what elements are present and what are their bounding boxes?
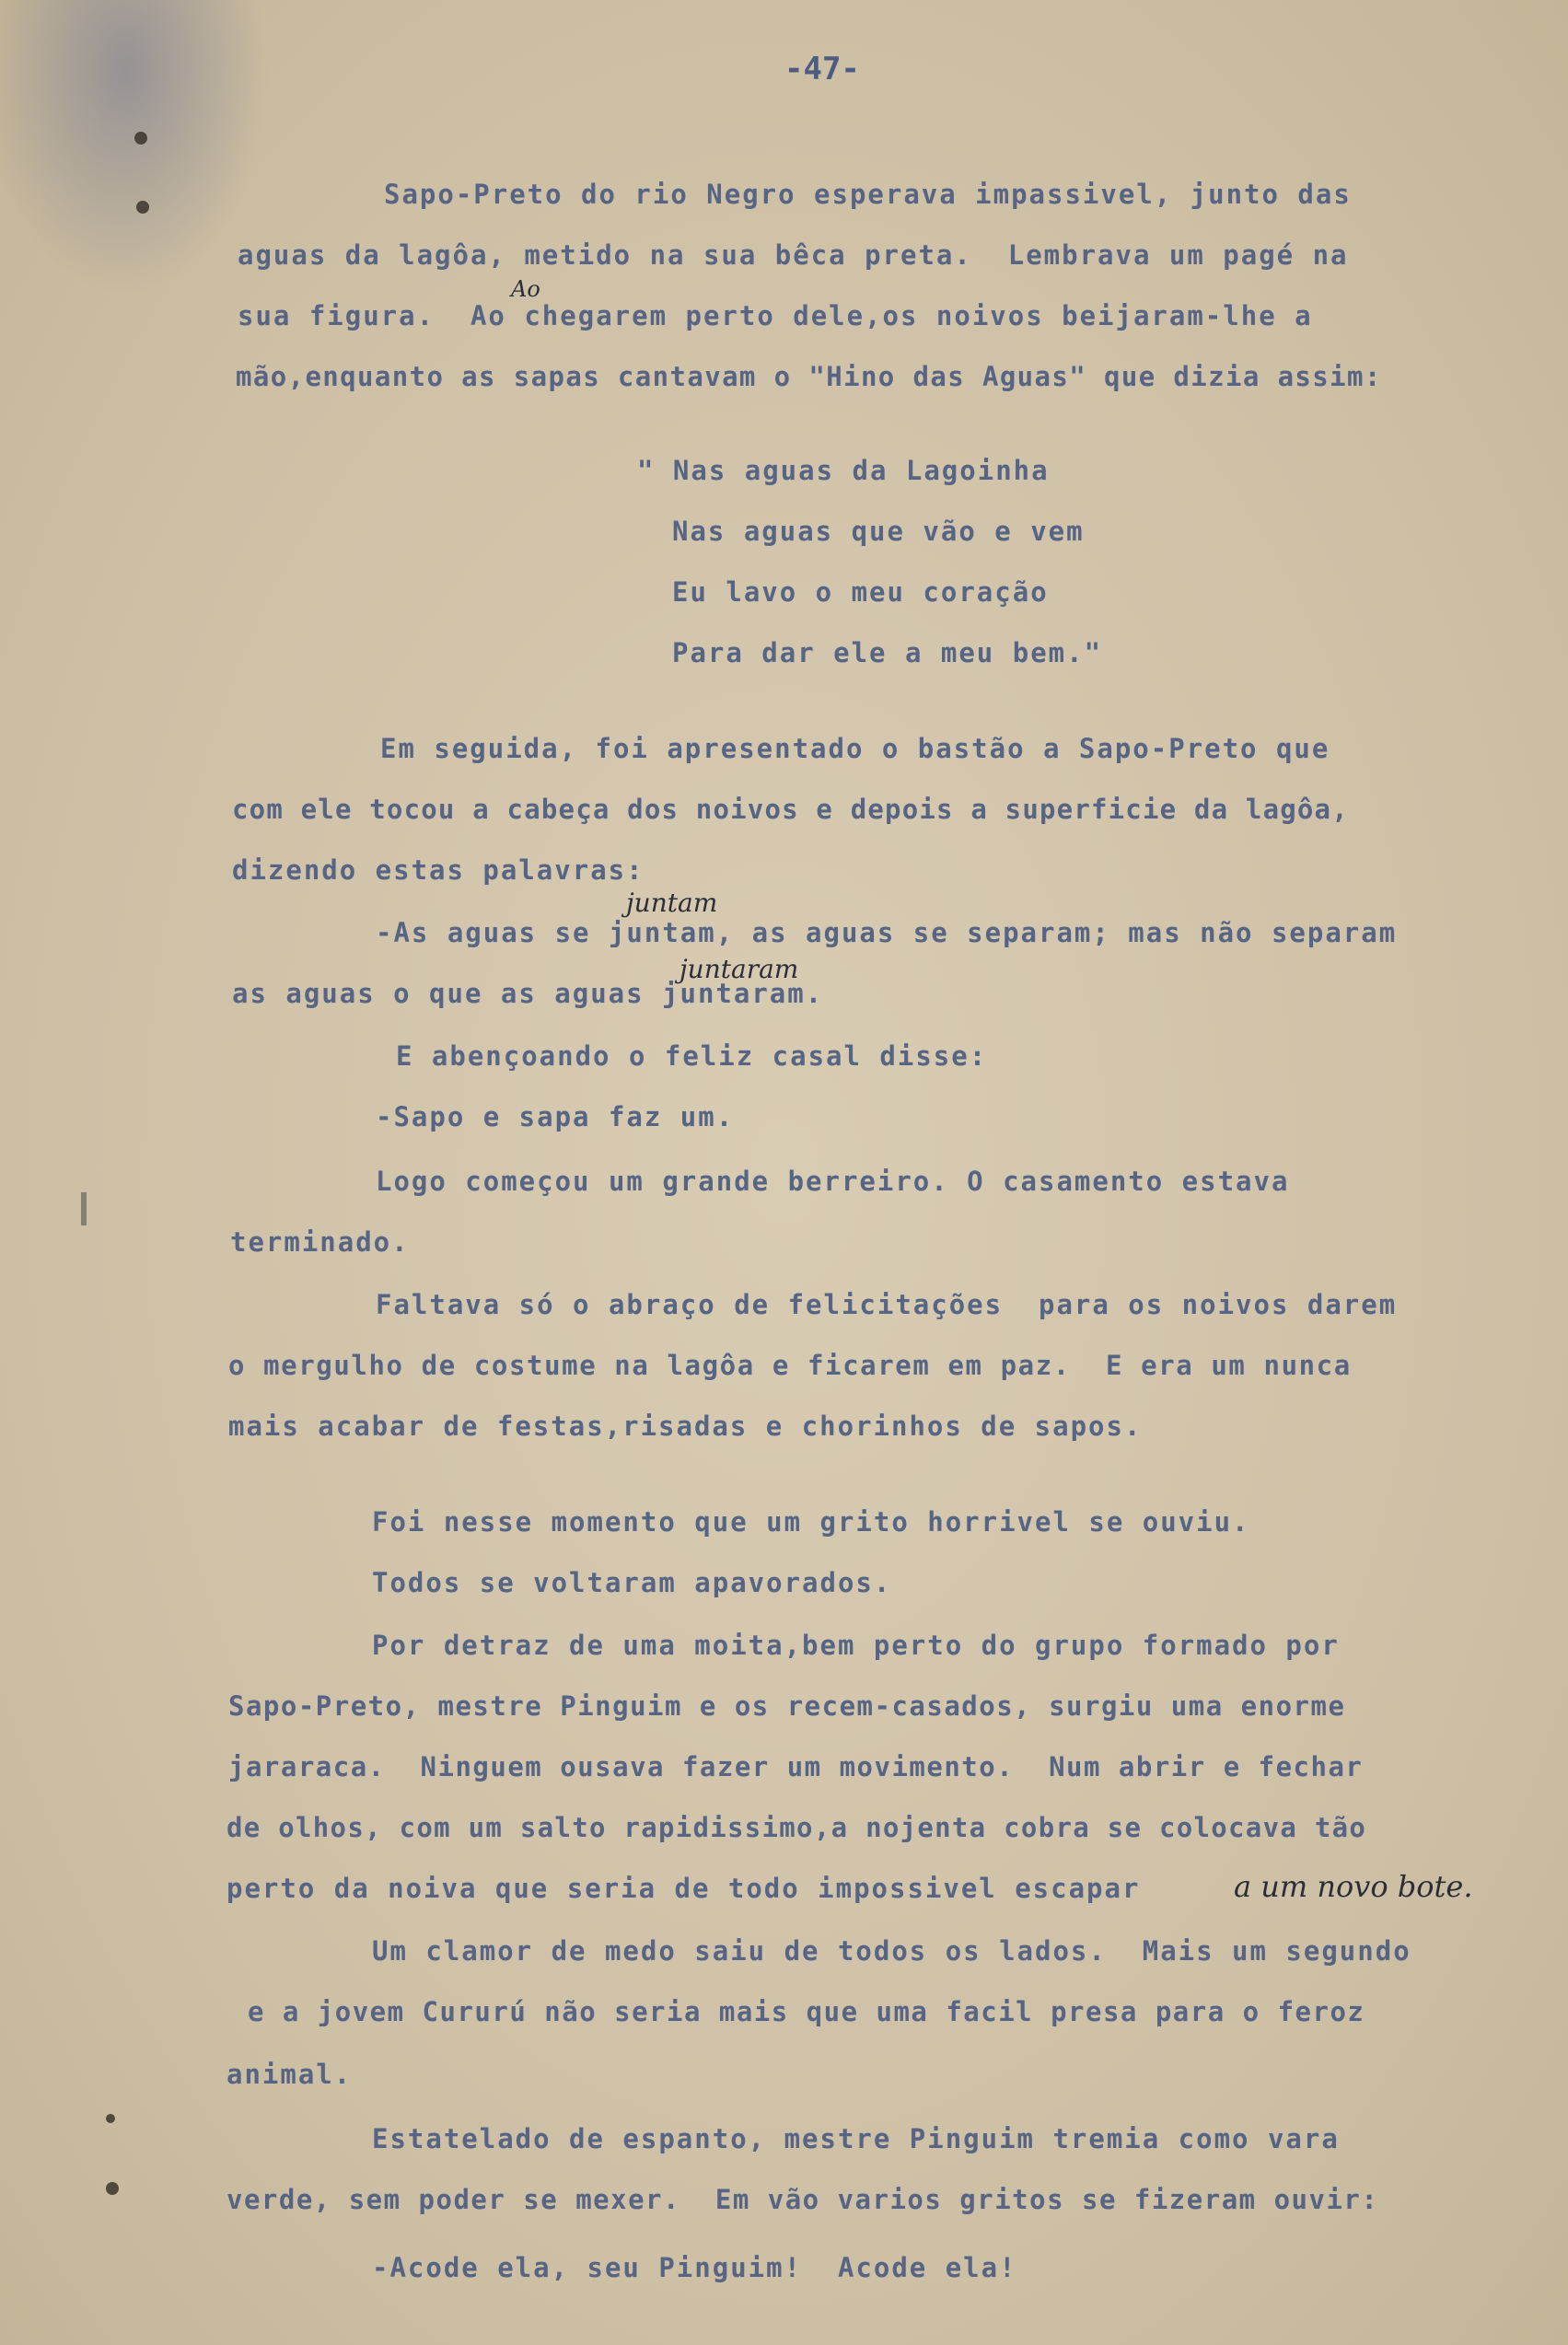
text-line: Faltava só o abraço de felicitações para os noivos darem (376, 1289, 1398, 1320)
text-line: -As aguas se juntam, as aguas se separam; mas não separam (376, 917, 1398, 948)
handwritten-correction: juntam (626, 888, 718, 918)
text-line: E abençoando o feliz casal disse: (396, 1040, 988, 1072)
text-line: com ele tocou a cabeça dos noivos e depois a superficie da lagôa, (232, 794, 1349, 825)
text-line: aguas da lagôa, metido na sua bêca preta. Lembrava um pagé na (238, 239, 1349, 271)
text-line: o mergulho de costume na lagôa e ficarem em paz. E era um nunca (228, 1350, 1352, 1381)
text-line: dizendo estas palavras: (232, 854, 645, 886)
text-line: -Sapo e sapa faz um. (376, 1101, 735, 1132)
handwritten-correction: a um novo bote. (1234, 1869, 1473, 1904)
text-line: terminado. (230, 1226, 410, 1258)
punch-hole (106, 2182, 119, 2195)
text-line: perto da noiva que seria de todo impossivel escapar (226, 1873, 1141, 1904)
text-line: Estatelado de espanto, mestre Pinguim tremia como vara (372, 2123, 1340, 2154)
punch-hole (134, 132, 147, 145)
text-line: jararaca. Ninguem ousava fazer um movimento. Num abrir e fechar (228, 1751, 1364, 1782)
poem-line: Eu lavo o meu coração (672, 576, 1049, 608)
text-line: mão,enquanto as sapas cantavam o "Hino das Aguas" que dizia assim: (236, 361, 1382, 392)
text-line: Sapo-Preto do rio Negro esperava impassivel, junto das (384, 179, 1352, 210)
punch-hole (106, 2114, 115, 2123)
text-line: Sapo-Preto, mestre Pinguim e os recem-casados, surgiu uma enorme (228, 1690, 1346, 1722)
text-line: Todos se voltaram apavorados. (372, 1567, 892, 1598)
page-mark (81, 1192, 87, 1225)
page-number: -47- (784, 51, 860, 87)
poem-line: Nas aguas que vão e vem (672, 516, 1085, 547)
text-line: mais acabar de festas,risadas e chorinhos de sapos. (228, 1410, 1143, 1442)
text-line: Por detraz de uma moita,bem perto do grupo formado por (372, 1630, 1340, 1661)
text-line: Um clamor de medo saiu de todos os lados. Mais um segundo (372, 1935, 1411, 1967)
text-line: Foi nesse momento que um grito horrivel se ouviu. (372, 1506, 1250, 1538)
handwritten-correction: juntaram (679, 954, 799, 984)
text-line: sua figura. Ao chegarem perto dele,os noivos beijaram-lhe a (238, 300, 1313, 331)
text-line: Logo começou um grande berreiro. O casamento estava (376, 1166, 1290, 1197)
punch-hole (136, 201, 149, 214)
text-line: e a jovem Cururú não seria mais que uma facil presa para o feroz (230, 1996, 1365, 2027)
text-line: animal. (226, 2059, 353, 2090)
text-line: -Acode ela, seu Pinguim! Acode ela! (372, 2252, 1017, 2283)
text-line: Em seguida, foi apresentado o bastão a Sapo-Preto que (380, 733, 1330, 764)
handwritten-correction: Ao (511, 276, 540, 302)
poem-line: " Nas aguas da Lagoinha (637, 455, 1050, 486)
text-line: verde, sem poder se mexer. Em vão varios gritos se fizeram ouvir: (226, 2184, 1379, 2215)
poem-line: Para dar ele a meu bem." (672, 637, 1103, 668)
text-line: as aguas o que as aguas juntaram. (232, 978, 824, 1009)
text-line: de olhos, com um salto rapidissimo,a nojenta cobra se colocava tão (226, 1812, 1367, 1843)
